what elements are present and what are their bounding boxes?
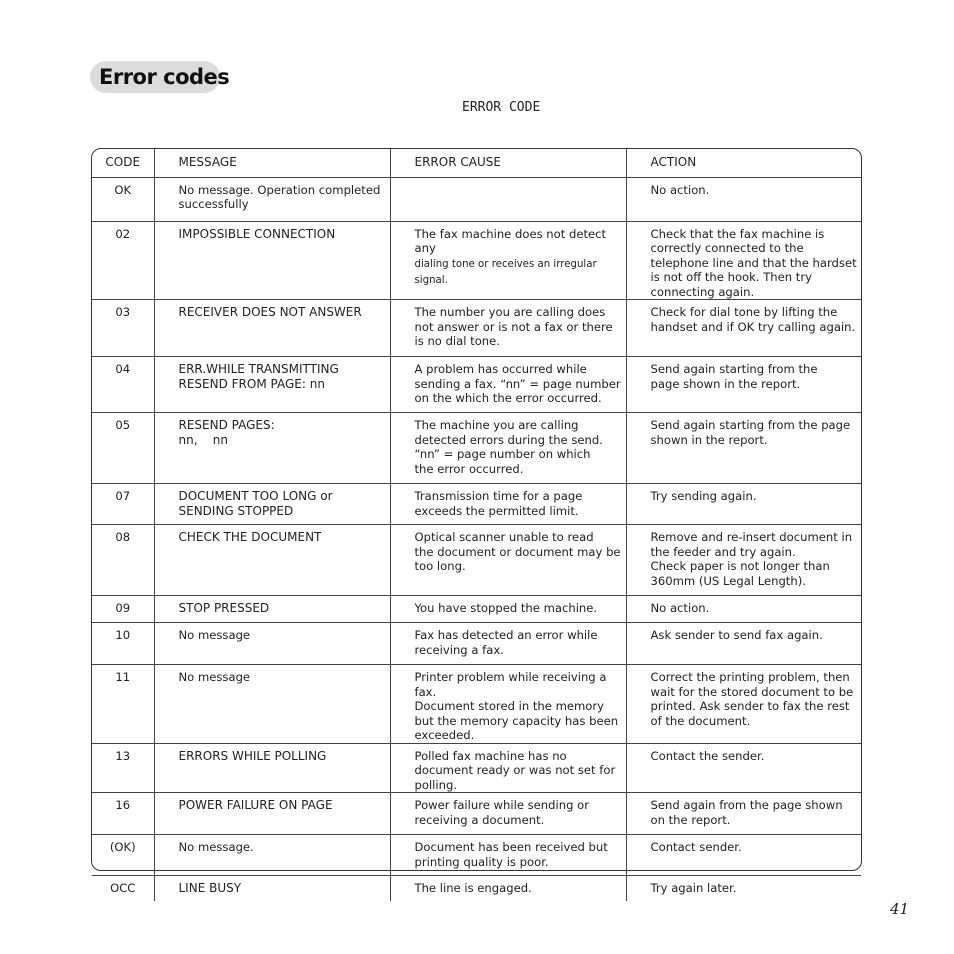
cause-cell: Transmission time for a page exceeds the permitted limit. [390,484,626,525]
header-action: ACTION [626,149,861,177]
code-cell: 02 [92,221,154,300]
table-row [92,357,861,413]
action-cell: No action. [626,596,861,623]
table-header-row [92,149,861,177]
code-cell: 04 [92,357,154,413]
page-number: 41 [890,900,910,918]
cause-cell: The machine you are calling detected errors during the send. “nn” = page number on which the error occurred. [390,413,626,484]
table-row [92,665,861,744]
message-cell: No message. Operation completed successfully [154,177,390,221]
action-cell: Check that the fax machine is correctly connected to the telephone line and that the hardset is not off the hook. Then try connecting again. [626,221,861,300]
message-cell: RESEND PAGES: nn, nn [154,413,390,484]
code-cell: 07 [92,484,154,525]
code-cell: OK [92,177,154,221]
message-cell: CHECK THE DOCUMENT [154,525,390,596]
code-cell: 09 [92,596,154,623]
code-cell: 11 [92,665,154,744]
code-cell: 05 [92,413,154,484]
message-cell: No message [154,665,390,744]
action-cell: Try again later. [626,876,861,901]
table-row [92,413,861,484]
table-row [92,525,861,596]
cause-cell: Optical scanner unable to read the document or document may be too long. [390,525,626,596]
message-cell: ERR.WHILE TRANSMITTING RESEND FROM PAGE: nn [154,357,390,413]
action-cell: Send again starting from the page shown in the report. [626,357,861,413]
message-cell: LINE BUSY [154,876,390,901]
cause-cell: The fax machine does not detect any dialing tone or receives an irregular signal. [390,221,626,300]
cause-cell: The number you are calling does not answer or is not a fax or there is no dial tone. [390,300,626,357]
table-row [92,177,861,221]
cause-cell [390,177,626,221]
message-cell: No message [154,623,390,665]
cause-cell: Power failure while sending or receiving a document. [390,793,626,835]
code-cell: 08 [92,525,154,596]
table-row [92,221,861,300]
action-cell: Remove and re-insert document in the feeder and try again. Check paper is not longer than 360mm (US Legal Length). [626,525,861,596]
code-cell: 03 [92,300,154,357]
cause-cell: Fax has detected an error while receiving a fax. [390,623,626,665]
code-cell: 16 [92,793,154,835]
table-row [92,835,861,876]
code-cell: 10 [92,623,154,665]
action-cell: Contact the sender. [626,743,861,793]
message-cell: POWER FAILURE ON PAGE [154,793,390,835]
error-code-table [91,148,862,895]
message-cell: RECEIVER DOES NOT ANSWER [154,300,390,357]
table-row [92,876,861,901]
action-cell: Check for dial tone by lifting the handset and if OK try calling again. [626,300,861,357]
cause-cell: A problem has occurred while sending a fax. “nn” = page number on the which the error occurred. [390,357,626,413]
action-cell: Send again from the page shown on the report. [626,793,861,835]
code-cell: 13 [92,743,154,793]
action-cell: Correct the printing problem, then wait for the stored document to be printed. Ask sender to fax the rest of the document. [626,665,861,744]
action-cell: No action. [626,177,861,221]
table-row [92,484,861,525]
cause-cell: Document has been received but printing quality is poor. [390,835,626,876]
header-code: CODE [92,149,154,177]
message-cell: STOP PRESSED [154,596,390,623]
action-cell: Contact sender. [626,835,861,876]
cause-cell: Polled fax machine has no document ready or was not set for polling. [390,743,626,793]
header-message: MESSAGE [154,149,390,177]
header-error-cause: ERROR CAUSE [390,149,626,177]
cause-cell: The line is engaged. [390,876,626,901]
action-cell: Send again starting from the page shown in the report. [626,413,861,484]
table-row [92,743,861,793]
section-subtitle: ERROR CODE [462,100,541,115]
action-cell: Ask sender to send fax again. [626,623,861,665]
page-title: Error codes [99,65,230,89]
message-cell: IMPOSSIBLE CONNECTION [154,221,390,300]
table-row [92,623,861,665]
message-cell: DOCUMENT TOO LONG or SENDING STOPPED [154,484,390,525]
code-cell: (OK) [92,835,154,876]
code-cell: OCC [92,876,154,901]
message-cell: ERRORS WHILE POLLING [154,743,390,793]
message-cell: No message. [154,835,390,876]
table-row [92,596,861,623]
table-row [92,300,861,357]
table-row [92,793,861,835]
action-cell: Try sending again. [626,484,861,525]
cause-cell: Printer problem while receiving a fax. Document stored in the memory but the memory capacity has been exceeded. [390,665,626,744]
cause-cell: You have stopped the machine. [390,596,626,623]
